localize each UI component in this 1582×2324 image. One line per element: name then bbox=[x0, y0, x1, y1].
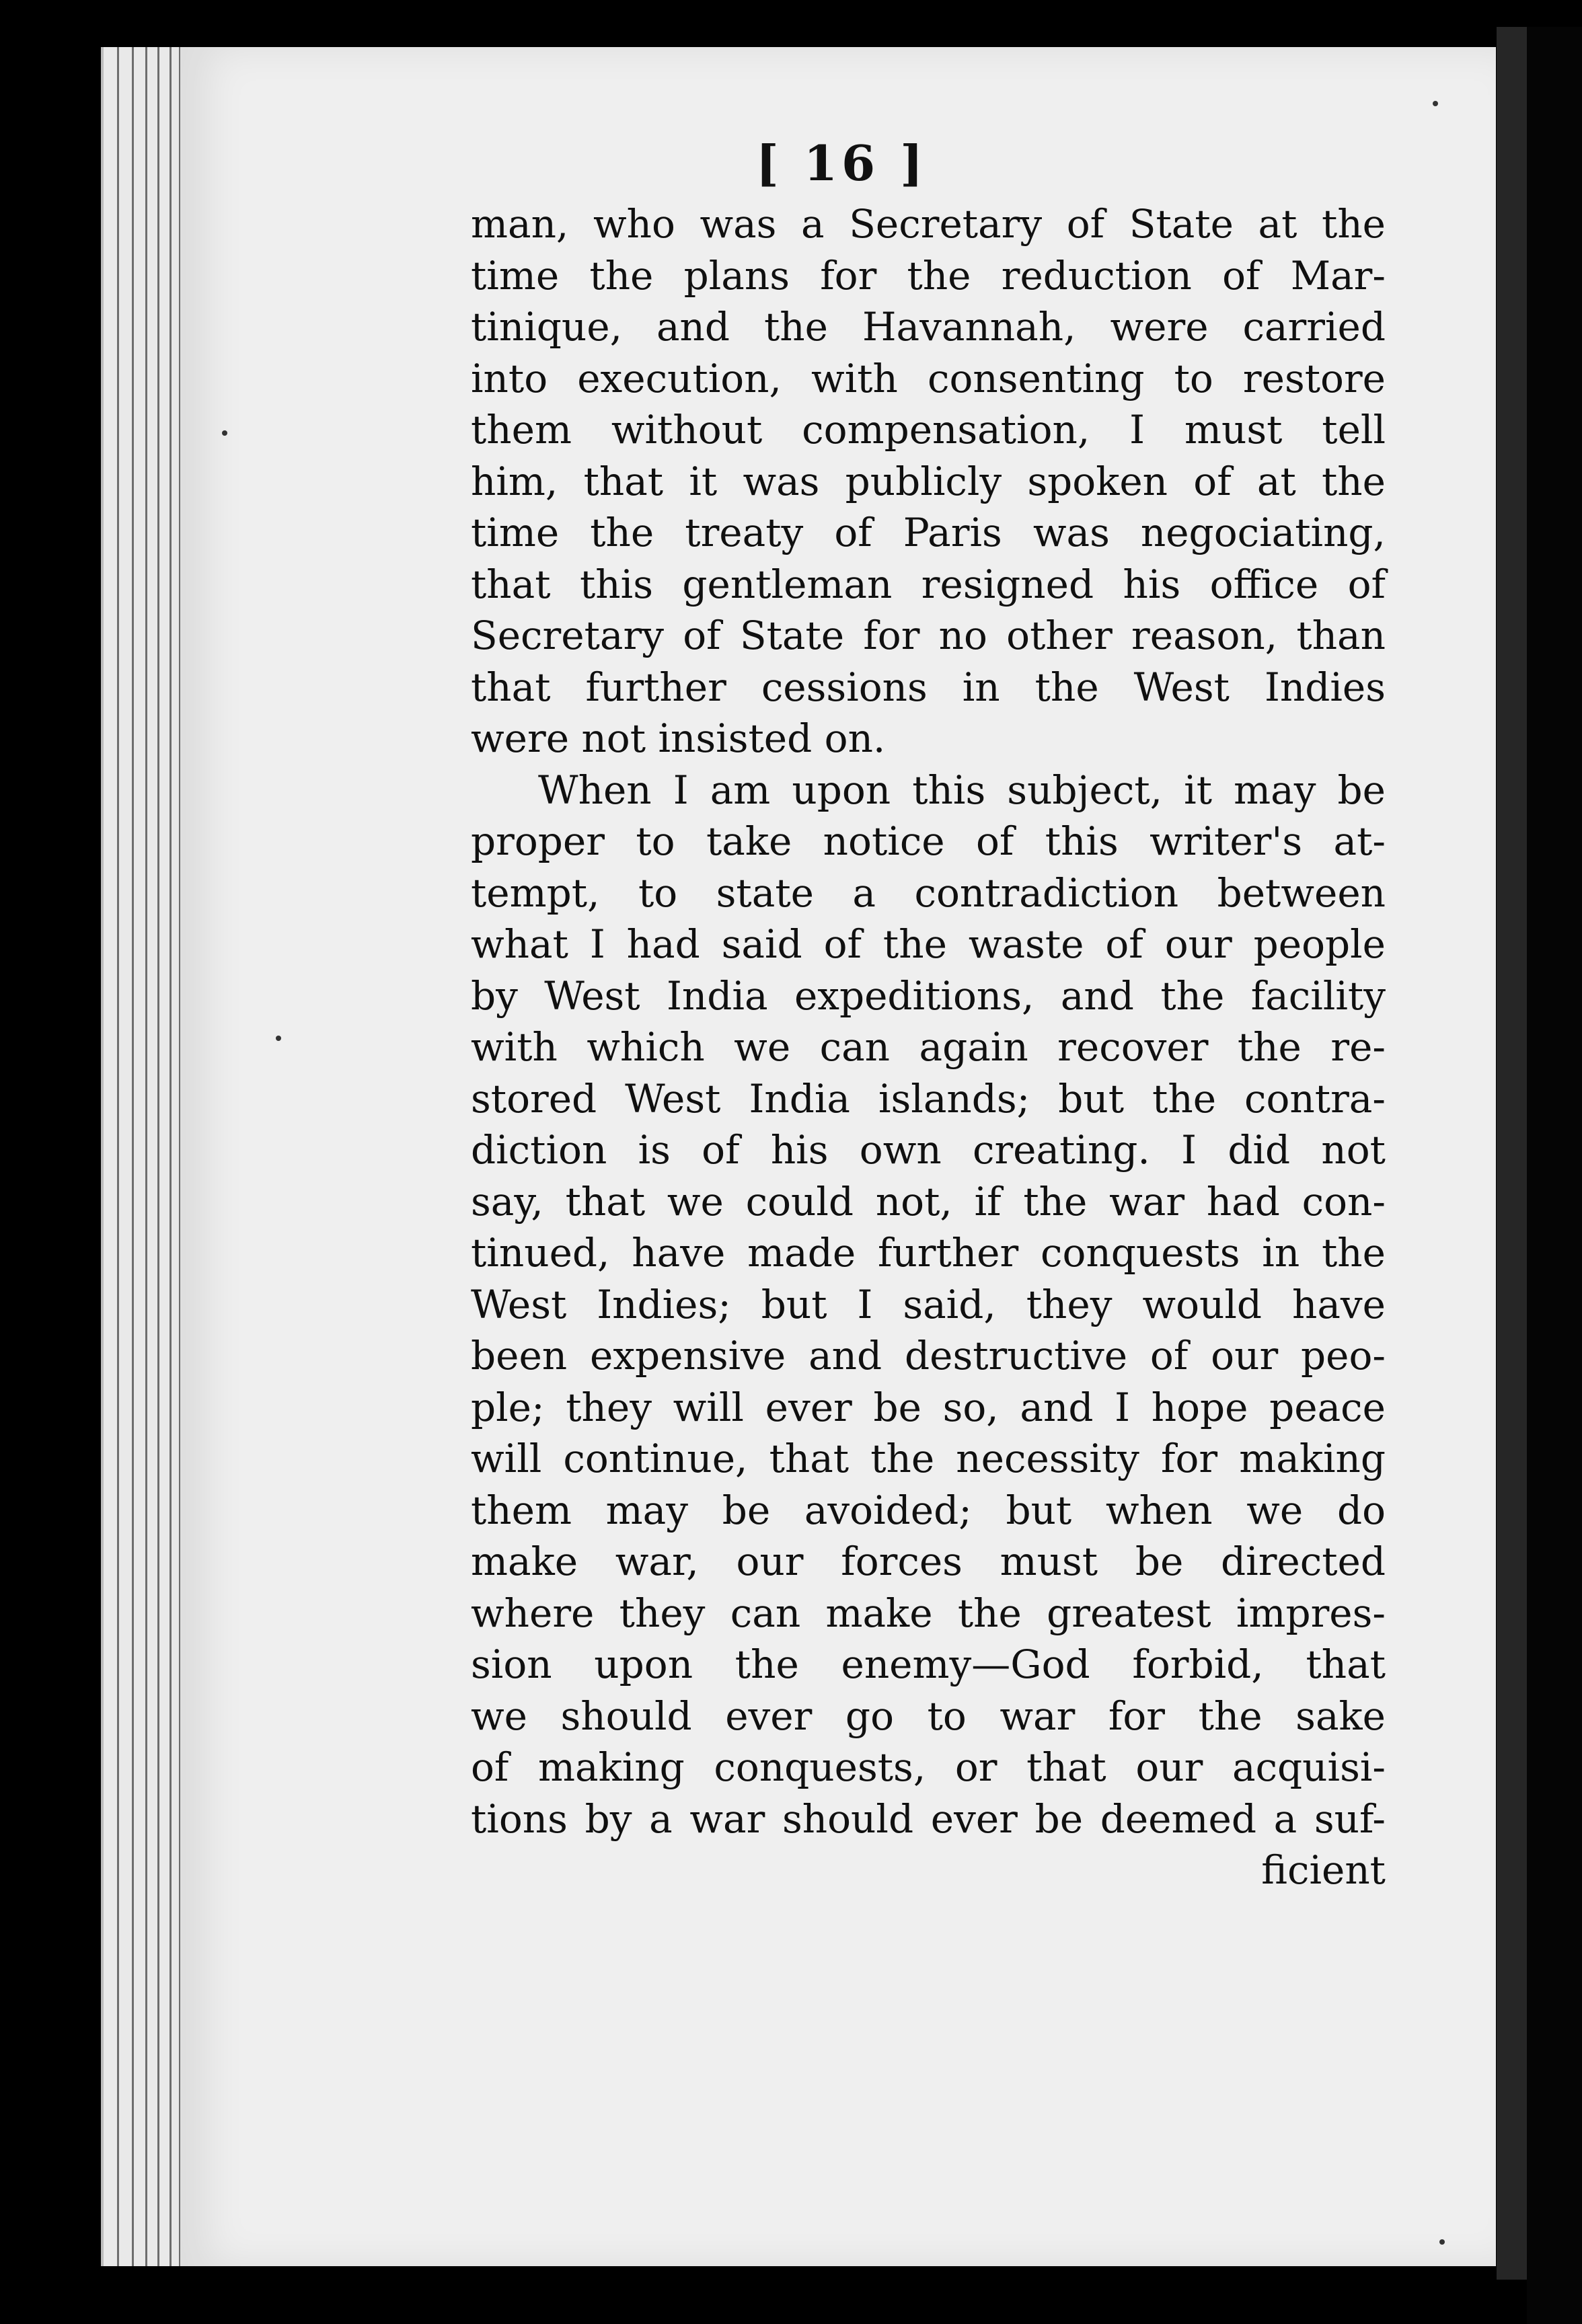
text-line: been expensive and destructive of our peo- bbox=[471, 1333, 1386, 1379]
text-line: them without compensation, I must tell bbox=[471, 407, 1386, 453]
text-line: Secretary of State for no other reason, than bbox=[471, 613, 1386, 658]
dust-speck bbox=[1439, 2239, 1445, 2245]
text-line: what I had said of the waste of our people bbox=[471, 921, 1386, 967]
text-line: ple; they will ever be so, and I hope peace bbox=[471, 1384, 1386, 1430]
page-edge-line bbox=[132, 47, 134, 2266]
text-line: we should ever go to war for the sake bbox=[471, 1693, 1386, 1739]
dust-speck bbox=[276, 1036, 281, 1041]
text-line: West Indies; but I said, they would have bbox=[471, 1281, 1386, 1327]
text-line: him, that it was publicly spoken of at the bbox=[471, 458, 1386, 504]
dust-speck bbox=[1433, 101, 1438, 106]
text-line: make war, our forces must be directed bbox=[471, 1539, 1386, 1584]
text-line: proper to take notice of this writer's at- bbox=[471, 818, 1386, 864]
text-line: say, that we could not, if the war had con- bbox=[471, 1178, 1386, 1225]
text-line: with which we can again recover the re- bbox=[471, 1024, 1386, 1070]
text-line: by West India expeditions, and the facility bbox=[471, 972, 1386, 1019]
page-edge-line bbox=[117, 47, 119, 2266]
text-line: When I am upon this subject, it may be bbox=[538, 767, 1386, 813]
catchword: ficient bbox=[1261, 1847, 1386, 1893]
text-line: that further cessions in the West Indies bbox=[471, 664, 1386, 710]
text-line: tions by a war should ever be deemed a suf- bbox=[471, 1795, 1386, 1842]
text-line: into execution, with consenting to restore bbox=[471, 355, 1386, 401]
binding-gutter bbox=[1497, 27, 1527, 2280]
text-line: time the plans for the reduction of Mar- bbox=[471, 252, 1386, 299]
text-line: tinique, and the Havannah, were carried bbox=[471, 304, 1386, 350]
text-line: tinued, have made further conquests in the bbox=[471, 1230, 1386, 1276]
page-number-header: [ 16 ] bbox=[755, 134, 928, 192]
text-line: them may be avoided; but when we do bbox=[471, 1487, 1386, 1533]
text-line: diction is of his own creating. I did not bbox=[471, 1127, 1386, 1173]
text-line: sion upon the enemy—God forbid, that bbox=[471, 1641, 1386, 1687]
text-line: tempt, to state a contradiction between bbox=[471, 869, 1386, 916]
dust-speck bbox=[222, 430, 227, 436]
body-text bbox=[471, 198, 1386, 1896]
paragraph-1 bbox=[471, 198, 1386, 765]
page-edge-line bbox=[170, 47, 172, 2266]
scan-border bbox=[1527, 27, 1582, 2324]
text-line: time the treaty of Paris was negociating, bbox=[471, 510, 1386, 555]
text-line: that this gentleman resigned his office of bbox=[471, 561, 1386, 607]
text-line: were not insisted on. bbox=[471, 715, 886, 761]
page-edge-line bbox=[157, 47, 159, 2266]
paragraph-2 bbox=[471, 765, 1386, 1845]
text-line: will continue, that the necessity for making bbox=[471, 1436, 1386, 1481]
text-line: of making conquests, or that our acquisi- bbox=[471, 1744, 1386, 1790]
text-line: where they can make the greatest impres- bbox=[471, 1590, 1386, 1636]
text-line: stored West India islands; but the contra- bbox=[471, 1075, 1386, 1122]
page-edge-line bbox=[145, 47, 147, 2266]
text-line: man, who was a Secretary of State at the bbox=[471, 201, 1386, 247]
